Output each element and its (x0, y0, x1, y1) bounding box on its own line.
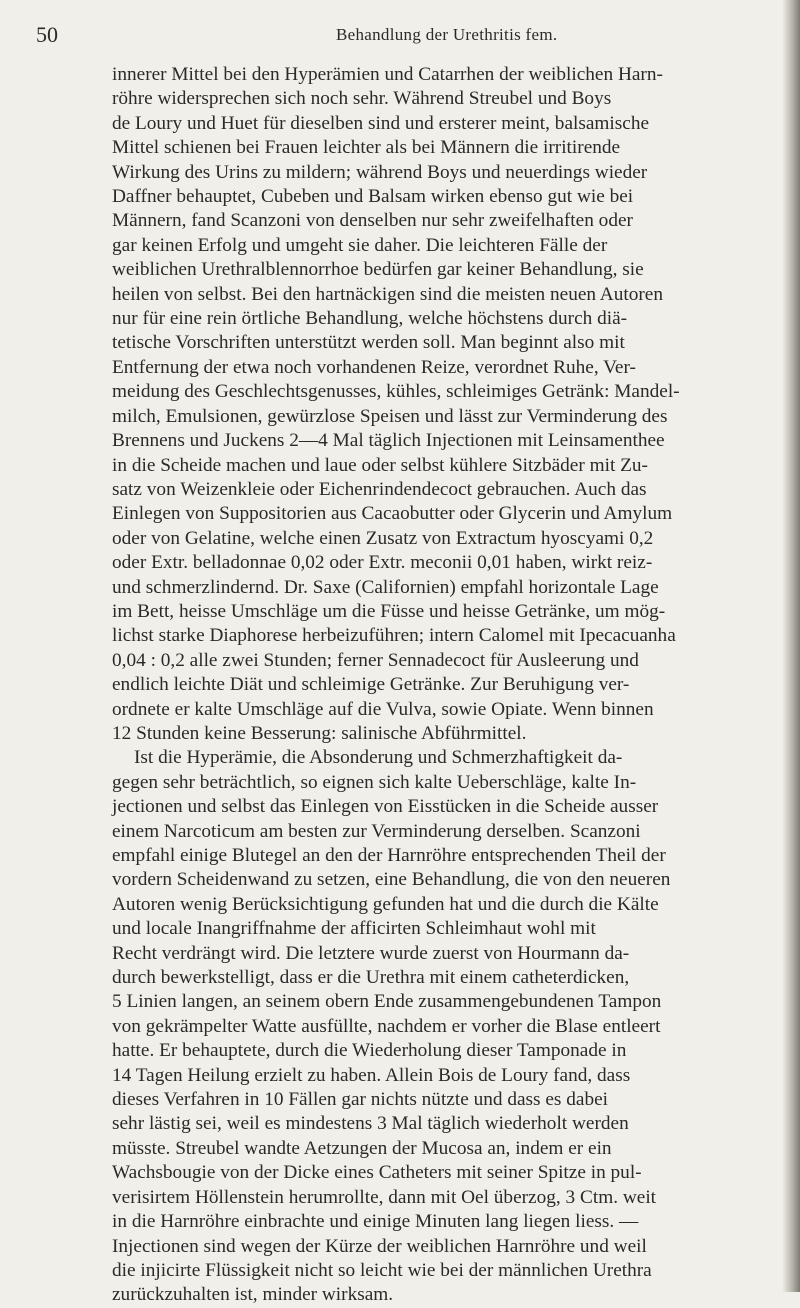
text-line: müsste. Streubel wandte Aetzungen der Mucosa an, indem er ein (112, 1137, 612, 1159)
text-line: oder Extr. belladonnae 0,02 oder Extr. meconii 0,01 haben, wirkt reiz- (112, 552, 653, 574)
page-header (36, 20, 776, 50)
text-line: Brennens und Juckens 2—4 Mal täglich Injectionen mit Leinsamenthee (112, 430, 665, 452)
text-line: durch bewerkstelligt, dass er die Urethra mit einem catheterdicken, (112, 967, 630, 989)
text-line: verisirtem Höllenstein herumrollte, dann mit Oel überzog, 3 Ctm. weit (112, 1186, 657, 1208)
text-line: röhre widersprechen sich noch sehr. Während Streubel und Boys (112, 88, 612, 110)
text-line: Wirkung des Urins zu mildern; während Boys und neuerdings wieder (112, 161, 648, 183)
text-line: weiblichen Urethralblennorrhoe bedürfen gar keiner Behandlung, sie (112, 259, 644, 281)
text-line: Ist die Hyperämie, die Absonderung und Schmerzhaftigkeit da- (134, 747, 623, 769)
text-line: jectionen und selbst das Einlegen von Eisstücken in die Scheide ausser (112, 796, 659, 818)
body-text (112, 63, 784, 1308)
text-line: in die Harnröhre einbrachte und einige Minuten lang liegen liess. — (112, 1211, 639, 1233)
text-line: Wachsbougie von der Dicke eines Catheters mit seiner Spitze in pul- (112, 1162, 642, 1184)
text-line: innerer Mittel bei den Hyperämien und Catarrhen der weiblichen Harn- (112, 64, 663, 85)
text-line: gegen sehr beträchtlich, so eignen sich kalte Ueberschläge, kalte In- (112, 771, 637, 793)
text-line: 14 Tagen Heilung erzielt zu haben. Allein Bois de Loury fand, dass (112, 1064, 631, 1086)
text-line: Injectionen sind wegen der Kürze der weiblichen Harnröhre und weil (112, 1235, 647, 1257)
text-line: oder von Gelatine, welche einen Zusatz von Extractum hyoscyami 0,2 (112, 527, 654, 549)
text-line: satz von Weizenkleie oder Eichenrindendecoct gebrauchen. Auch das (112, 478, 647, 500)
text-line: und locale Inangriffnahme der afficirten Schleimhaut wohl mit (112, 918, 596, 940)
running-head: Behandlung der Urethritis fem. (336, 25, 558, 44)
text-line: gar keinen Erfolg und umgeht sie daher. Die leichteren Fälle der (112, 234, 608, 256)
text-line: vordern Scheidenwand zu setzen, eine Behandlung, die von den neueren (112, 869, 671, 891)
text-line: im Bett, heisse Umschläge um die Füsse und heisse Getränke, um mög- (112, 600, 666, 622)
text-line: zurückzuhalten ist, minder wirksam. (112, 1284, 394, 1306)
text-line: von gekrämpelter Watte ausfüllte, nachdem er vorher die Blase entleert (112, 1015, 661, 1037)
text-line: Einlegen von Suppositorien aus Cacaobutter oder Glycerin und Amylum (112, 503, 673, 525)
text-line: hatte. Er behauptete, durch die Wiederholung dieser Tamponade in (112, 1040, 627, 1062)
text-line: Daffner behauptet, Cubeben und Balsam wirken ebenso gut wie bei (112, 186, 634, 208)
text-line: Entfernung der etwa noch vorhandenen Reize, verordnet Ruhe, Ver- (112, 356, 636, 378)
text-line: lichst starke Diaphorese herbeizuführen; intern Calomel mit Ipecacuanha (112, 625, 676, 647)
text-line: die injicirte Flüssigkeit nicht so leicht wie bei der männlichen Urethra (112, 1259, 652, 1281)
text-line: nur für eine rein örtliche Behandlung, welche höchstens durch diä- (112, 308, 628, 330)
text-line: endlich leichte Diät und schleimige Getränke. Zur Beruhigung ver- (112, 674, 630, 696)
text-line: meidung des Geschlechtsgenusses, kühles, schleimiges Getränk: Mandel- (112, 381, 680, 403)
text-line: 12 Stunden keine Besserung: salinische Abführmittel. (112, 722, 527, 744)
text-line: Männern, fand Scanzoni von denselben nur sehr zweifelhaften oder (112, 210, 633, 232)
text-line: einem Narcoticum am besten zur Verminderung derselben. Scanzoni (112, 820, 641, 842)
text-line: in die Scheide machen und laue oder selbst kühlere Sitzbäder mit Zu- (112, 454, 648, 476)
text-line: heilen von selbst. Bei den hartnäckigen sind die meisten neuen Autoren (112, 283, 663, 305)
text-line: milch, Emulsionen, gewürzlose Speisen und lässt zur Verminderung des (112, 405, 668, 427)
text-line: sehr lästig sei, weil es mindestens 3 Mal täglich wiederholt werden (112, 1113, 629, 1135)
text-line: de Loury und Huet für dieselben sind und ersterer meint, balsamische (112, 112, 650, 134)
text-line: 0,04 : 0,2 alle zwei Stunden; ferner Sennadecoct für Ausleerung und (112, 649, 639, 671)
page-edge-shadow (782, 0, 800, 1292)
text-line: 5 Linien langen, an seinem obern Ende zusammengebundenen Tampon (112, 991, 662, 1013)
text-line: Autoren wenig Berücksichtigung gefunden hat und die durch die Kälte (112, 893, 659, 915)
text-line: ordnete er kalte Umschläge auf die Vulva, sowie Opiate. Wenn binnen (112, 698, 654, 720)
text-line: empfahl einige Blutegel an den der Harnröhre entsprechenden Theil der (112, 845, 666, 866)
text-line: Recht verdrängt wird. Die letztere wurde zuerst von Hourmann da- (112, 942, 630, 964)
text-line: dieses Verfahren in 10 Fällen gar nichts nützte und dass es dabei (112, 1089, 609, 1111)
text-line: Mittel schienen bei Frauen leichter als bei Männern die irritirende (112, 137, 621, 159)
text-line: tetische Vorschriften unterstützt werden soll. Man beginnt also mit (112, 332, 625, 354)
page-number: 50 (36, 22, 58, 47)
text-line: und schmerzlindernd. Dr. Saxe (Californien) empfahl horizontale Lage (112, 576, 659, 598)
